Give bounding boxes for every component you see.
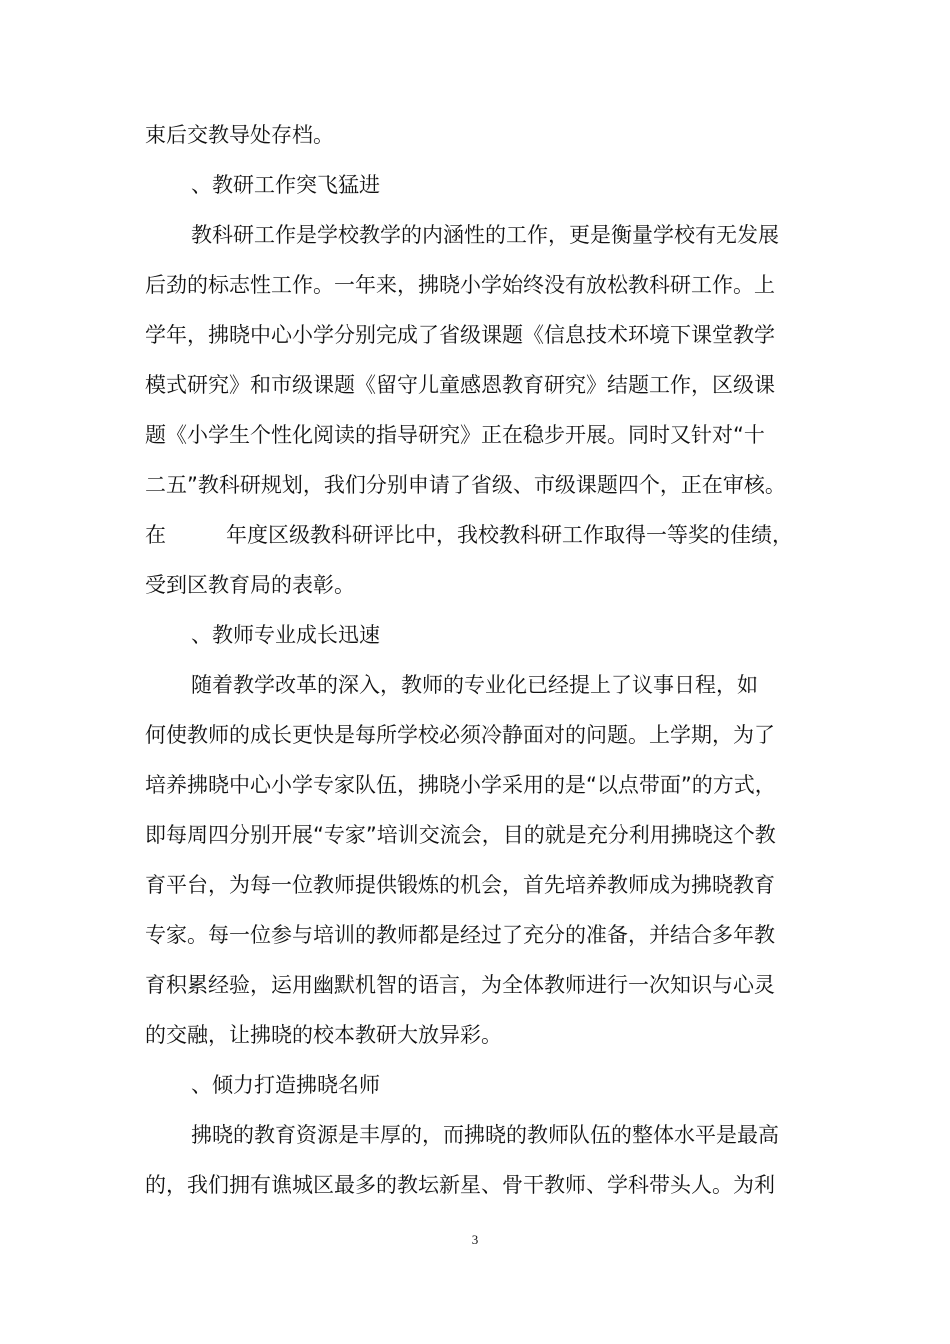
paragraph-line: 在 年度区级教科研评比中，我校教科研工作取得一等奖的佳绩， — [145, 523, 793, 547]
document-page: 束后交教导处存档。 、教研工作突飞猛进 教科研工作是学校教学的内涵性的工作，更是衡量学校有无发展 后劲的标志性工作。一年来，拂晓小学始终没有放松教科研工作。上 学年，拂晓中心小学分别完成了省级课题《信息技术环境下课堂教学 模式研究》和市级课题《留守儿童感恩教育研究》结题工作，区级课 题《小学生个性化阅读的指导研究》正在稳步开展。同时又针对“十 二五”教科研规划，我们分别申请了省级、市级课题四个，正在审核。 在 年度区级教科研评比中，我校教科研工作取得一等奖的佳绩， 受到区教育局的表彰。 、教师专业成长迅速 随着教学改革的深入，教师的专业化已经提上了议事日程，如 何使教师的成长更快是每所学校必须冷静面对的问题。上学期，为了 培养拂晓中心小学专家队伍，拂晓小学采用的是“以点带面”的方式， 即每周四分别开展“专家”培训交流会，目的就是充分利用拂晓这个教 育平台，为每一位教师提供锻炼的机会，首先培养教师成为拂晓教育 专家。每一位参与培训的教师都是经过了充分的准备，并结合多年教 育积累经验，运用幽默机智的语言，为全体教师进行一次知识与心灵 的交融，让拂晓的校本教研大放异彩。 、倾力打造拂晓名师 拂晓的教育资源是丰厚的，而拂晓的教师队伍的整体水平是最高 的，我们拥有谯城区最多的教坛新星、骨干教师、学科带头人。为利 3 — [0, 0, 950, 1344]
page-number: 3 — [471, 1232, 479, 1247]
